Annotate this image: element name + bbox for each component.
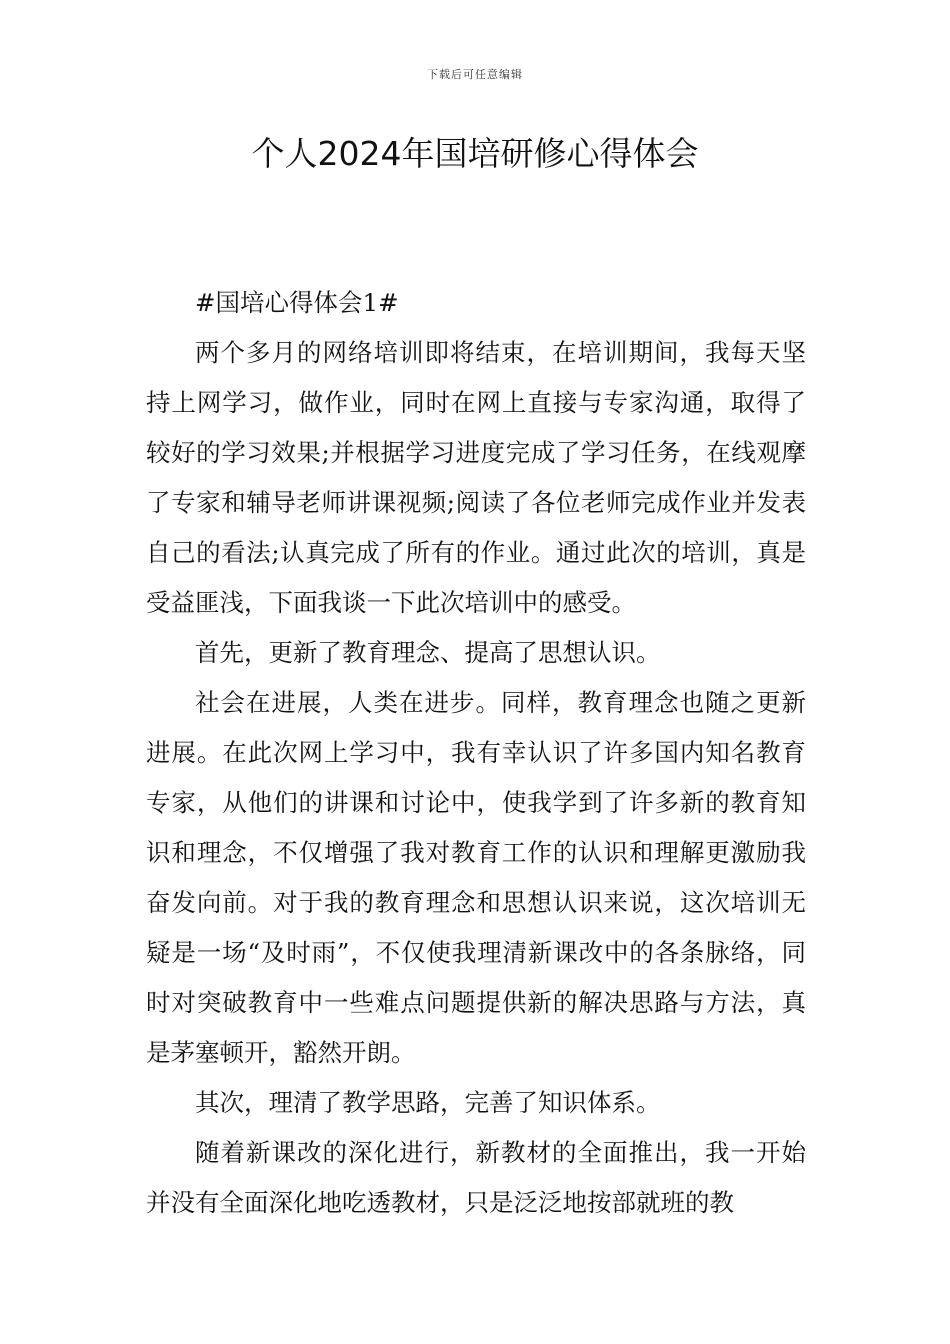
paragraph: 随着新课改的深化进行，新教材的全面推出，我一开始并没有全面深化地吃透教材，只是泛泛地按部就班的教 [146, 1138, 806, 1217]
paragraph: 其次，理清了教学思路，完善了知识体系。 [195, 1088, 661, 1117]
paragraph: 社会在进展，人类在进步。同样，教育理念也随之更新进展。在此次网上学习中，我有幸认识了许多国内知名教育专家，从他们的讲课和讨论中，使我学到了许多新的教育知识和理念，不仅增强了我对教育工作的认识和理解更激励我奋发向前。对于我的教育理念和思想认识来说，这次培训无疑是一场“及时雨”，不仅使我理清新课改中的各条脉络，同时对突破教育中一些难点问题提供新的解决思路与方法，真是茅塞顿开，豁然开朗。 [146, 688, 806, 1067]
document-body [146, 278, 806, 1228]
paragraph: 两个多月的网络培训即将结束，在培训期间，我每天坚持上网学习，做作业，同时在网上直接与专家沟通，取得了较好的学习效果;并根据学习进度完成了学习任务，在线观摩了专家和辅导老师讲课视频;阅读了各位老师完成作业并发表自己的看法;认真完成了所有的作业。通过此次的培训，真是受益匪浅，下面我谈一下此次培训中的感受。 [146, 338, 806, 617]
document-title: 个人2024年国培研修心得体会 [251, 134, 699, 173]
header-note: 下载后可任意编辑 [427, 68, 523, 81]
section-heading: #国培心得体会1# [195, 288, 399, 317]
paragraph: 首先，更新了教育理念、提高了思想认识。 [195, 638, 661, 667]
